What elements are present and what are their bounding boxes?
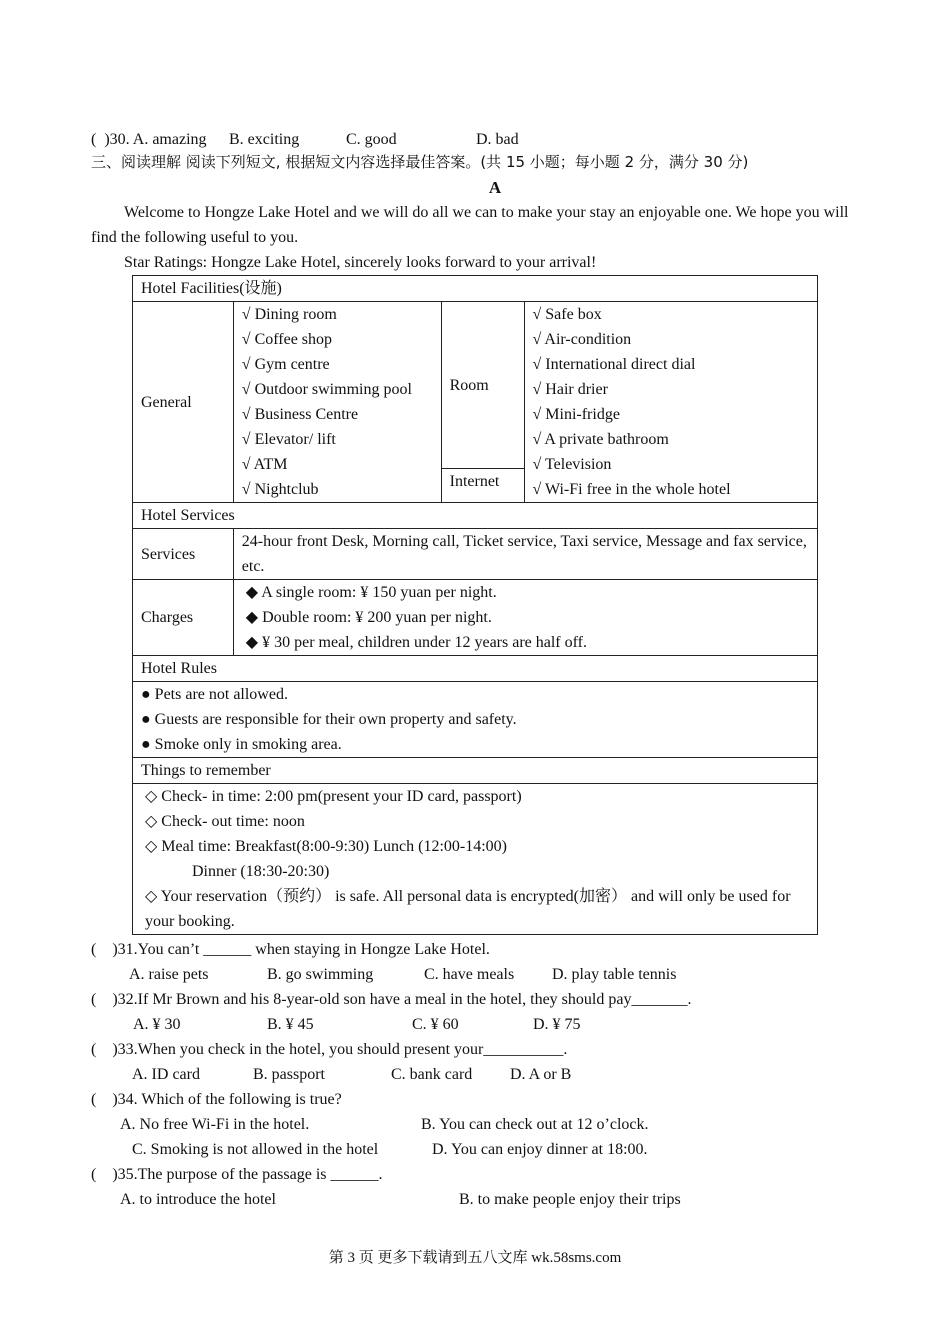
rule-item: ● Pets are not allowed.	[141, 686, 288, 703]
page-footer: 第 3 页 更多下载请到五八文库 wk.58sms.com	[328, 1250, 622, 1266]
services-label: Services	[133, 529, 234, 580]
general-item: √ Coffee shop	[241, 331, 333, 348]
remember-header-row	[133, 758, 818, 784]
section-instruction: 阅读下列短文, 根据短文内容选择最佳答案。(共 15 小题；每小题 2 分，满分 30 分)	[185, 153, 749, 171]
remember-item: ◇ Check- in time: 2:00 pm(present your ID card, passport)	[145, 788, 522, 805]
q33-option-a: A. ID card	[132, 1066, 200, 1083]
remember-reservation: ◇ Your reservation（预约） is safe. All personal data is encrypted(加密） and will only be used for your booking.	[145, 888, 791, 930]
q30-option-d: D. bad	[476, 131, 519, 148]
q31-option-b: B. go swimming	[267, 966, 374, 983]
remember-item: Dinner (18:30-20:30)	[192, 863, 330, 880]
services-header-row	[133, 503, 818, 529]
q34-option-c: C. Smoking is not allowed in the hotel	[132, 1141, 379, 1158]
q34-option-d: D. You can enjoy dinner at 18:00.	[432, 1141, 648, 1158]
charge-item: ◆ Double room: ¥ 200 yuan per night.	[245, 609, 492, 626]
room-item: √ A private bathroom	[532, 431, 669, 448]
rules-header-row	[133, 656, 818, 682]
room-item: √ Mini-fridge	[532, 406, 620, 423]
services-header: Hotel Services	[133, 503, 818, 529]
hotel-info-table	[132, 275, 818, 935]
room-item: √ Wi-Fi free in the whole hotel	[532, 481, 731, 498]
general-label: General	[133, 302, 234, 503]
q31-option-d: D. play table tennis	[552, 966, 677, 983]
general-item: √ Dining room	[241, 306, 337, 323]
passage-heading: A	[488, 178, 502, 197]
q30-close: )	[104, 131, 110, 148]
room-item: √ Television	[532, 456, 612, 473]
internet-label: Internet	[441, 469, 524, 503]
remember-items	[133, 784, 818, 935]
q33-option-d: D. A or B	[510, 1066, 572, 1083]
general-item: √ ATM	[241, 456, 288, 473]
q33-option-b: B. passport	[253, 1066, 325, 1083]
remember-item: ◇ Meal time: Breakfast(8:00-9:30) Lunch (12:00-14:00)	[145, 838, 507, 855]
room-label: Room	[441, 302, 524, 469]
room-item: √ Hair drier	[532, 381, 608, 398]
q33-option-c: C. bank card	[391, 1066, 473, 1083]
passage-intro: Welcome to Hongze Lake Hotel and we will do all we can to make your stay an enjoyable one. We hope you will find the following useful to you.	[91, 204, 849, 246]
general-item: √ Gym centre	[241, 356, 330, 373]
rules-header: Hotel Rules	[133, 656, 818, 682]
q30-option-b: B. exciting	[229, 131, 300, 148]
q34-option-b: B. You can check out at 12 o’clock.	[421, 1116, 649, 1133]
rules-items	[133, 682, 818, 758]
q32-option-b: B. ¥ 45	[267, 1016, 314, 1033]
rule-item: ● Guests are responsible for their own property and safety.	[141, 711, 517, 728]
facilities-header-row	[133, 276, 818, 302]
room-item: √ Air-condition	[532, 331, 632, 348]
q32-option-d: D. ¥ 75	[533, 1016, 581, 1033]
remember-item: ◇ Check- out time: noon	[145, 813, 305, 830]
section-heading	[91, 152, 748, 172]
q33-stem: ( )33.When you check in the hotel, you should present your__________.	[91, 1041, 568, 1058]
q34-option-a: A. No free Wi-Fi in the hotel.	[120, 1116, 310, 1133]
q32-option-c: C. ¥ 60	[412, 1016, 459, 1033]
q30-option-c: C. good	[346, 131, 397, 148]
charges-label: Charges	[133, 580, 234, 656]
general-items	[233, 302, 441, 503]
charges-row	[133, 580, 818, 656]
general-item: √ Elevator/ lift	[241, 431, 336, 448]
charges-items	[233, 580, 817, 656]
services-text: 24-hour front Desk, Morning call, Ticket service, Taxi service, Message and fax service, etc.	[233, 529, 817, 580]
facilities-header: Hotel Facilities(设施)	[133, 276, 818, 302]
remember-header: Things to remember	[133, 758, 818, 784]
rule-item: ● Smoke only in smoking area.	[141, 736, 342, 753]
q35-option-b: B. to make people enjoy their trips	[459, 1191, 681, 1208]
general-item: √ Outdoor swimming pool	[241, 381, 412, 398]
q34-stem: ( )34. Which of the following is true?	[91, 1091, 342, 1108]
q31-stem: ( )31.You can’t ______ when staying in Hongze Lake Hotel.	[91, 941, 490, 958]
q32-option-a: A. ¥ 30	[133, 1016, 181, 1033]
passage-ratings: Star Ratings: Hongze Lake Hotel, sincerely looks forward to your arrival!	[124, 254, 597, 271]
charge-item: ◆ A single room: ¥ 150 yuan per night.	[245, 584, 497, 601]
general-item: √ Nightclub	[241, 481, 319, 498]
q30-stem: 30. A. amazing	[109, 131, 207, 148]
q30-row	[91, 130, 207, 150]
q35-option-a: A. to introduce the hotel	[120, 1191, 276, 1208]
room-item: √ Safe box	[532, 306, 602, 323]
facilities-row-1	[133, 302, 818, 469]
q31-option-c: C. have meals	[424, 966, 515, 983]
q30-paren: (	[91, 131, 97, 148]
section-label: 三、阅读理解	[91, 153, 182, 171]
room-item: √ International direct dial	[532, 356, 696, 373]
room-items	[524, 302, 818, 503]
remember-row	[133, 784, 818, 935]
general-item: √ Business Centre	[241, 406, 359, 423]
q31-option-a: A. raise pets	[129, 966, 209, 983]
charge-item: ◆ ¥ 30 per meal, children under 12 years are half off.	[245, 634, 587, 651]
rules-row	[133, 682, 818, 758]
services-row	[133, 529, 818, 580]
q35-stem: ( )35.The purpose of the passage is ______.	[91, 1166, 383, 1183]
q32-stem: ( )32.If Mr Brown and his 8-year-old son have a meal in the hotel, they should pay_______.	[91, 991, 692, 1008]
